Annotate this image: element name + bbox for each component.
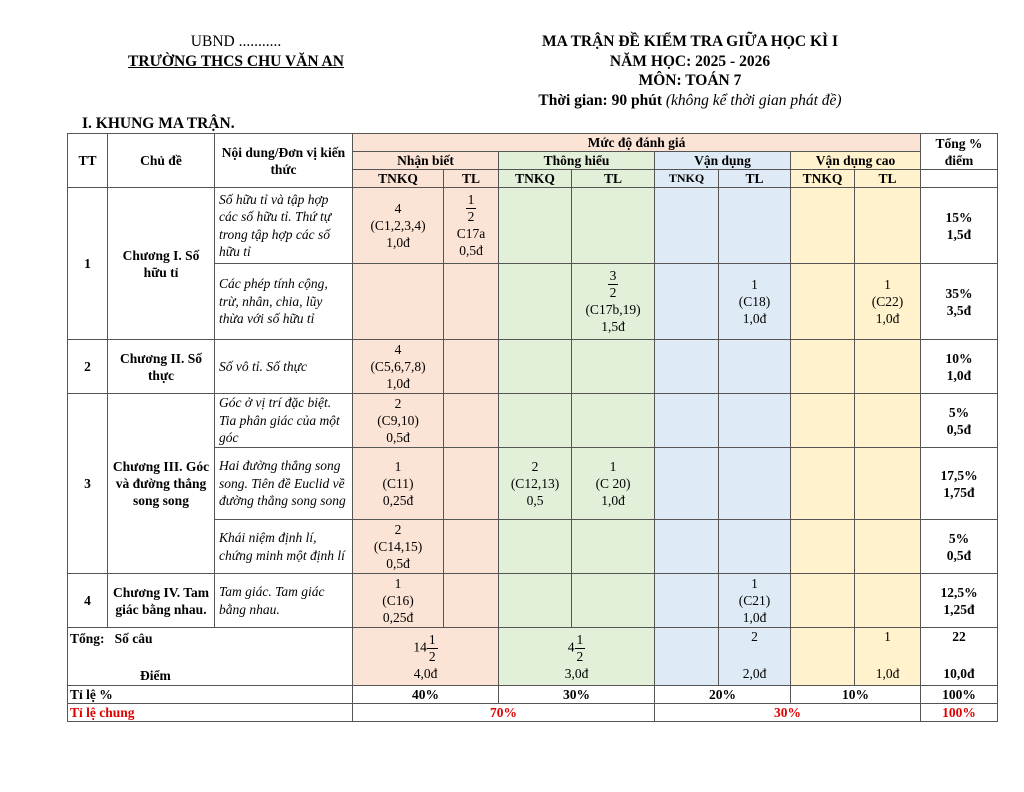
total-points: 10,0đ <box>943 666 975 681</box>
matrix-table <box>67 133 998 722</box>
label-diem: Điểm <box>140 668 171 683</box>
cell-empty <box>572 340 655 394</box>
cell-empty <box>572 394 655 448</box>
cell-th-tnkq <box>499 448 572 520</box>
cell-empty <box>499 520 572 574</box>
total-points: 0,5đ <box>946 421 972 437</box>
cell-count: 4 <box>394 201 402 216</box>
cell-total <box>921 448 998 520</box>
total-points: 0,5đ <box>946 547 972 563</box>
cell-empty <box>791 628 855 686</box>
row-tt: 2 <box>68 340 108 394</box>
cell-empty <box>444 340 499 394</box>
total-percent: 10% <box>945 350 973 366</box>
cell-empty <box>855 574 921 628</box>
total-points: 4,0đ <box>413 665 438 681</box>
cell-questions: C17a <box>456 226 486 241</box>
cell-questions: (C5,6,7,8) <box>370 359 426 374</box>
cell-empty <box>719 340 791 394</box>
fraction <box>608 268 619 301</box>
cell-vd-tl <box>719 264 791 340</box>
frac-den: 2 <box>576 648 584 664</box>
section-title: I. KHUNG MA TRẬN. <box>82 115 235 132</box>
cell-questions: (C16) <box>382 593 414 608</box>
cell-points: 1,0đ <box>742 610 767 625</box>
total-vd <box>719 628 791 686</box>
cell-empty <box>855 188 921 264</box>
ratio-label: Tỉ lệ % <box>68 686 353 704</box>
ratio-general-label: Tỉ lệ chung <box>68 704 353 722</box>
cell-empty <box>655 520 719 574</box>
cell-total <box>921 340 998 394</box>
cell-count: 1 <box>394 576 402 591</box>
cell-nb-tnkq <box>353 520 444 574</box>
cell-empty <box>791 264 855 340</box>
level-van-dung-cao: Vận dụng cao <box>791 152 921 170</box>
exam-time <box>470 91 910 111</box>
cell-empty <box>655 448 719 520</box>
level-nhan-biet: Nhận biết <box>353 152 499 170</box>
sub-vdc-tnkq: TNKQ <box>791 170 855 188</box>
cell-empty <box>719 188 791 264</box>
cell-points: 0,25đ <box>382 493 414 508</box>
chapter-name: Chương II. Số thực <box>108 340 215 394</box>
cell-empty <box>499 394 572 448</box>
cell-vd-tl <box>719 574 791 628</box>
cell-nb-tnkq <box>353 394 444 448</box>
ratio-general-row <box>68 704 998 722</box>
frac-den: 2 <box>609 285 617 300</box>
time-label: Thời gian: 90 phút <box>538 91 662 109</box>
sub-vd-tl: TL <box>719 170 791 188</box>
cell-points: 1,5đ <box>601 319 625 334</box>
cell-empty <box>655 574 719 628</box>
cell-empty <box>655 264 719 340</box>
total-percent: 17,5% <box>940 467 978 483</box>
cell-vdc-tl <box>855 264 921 340</box>
cell-empty <box>719 394 791 448</box>
cell-empty <box>791 394 855 448</box>
ratio-th: 30% <box>499 686 655 704</box>
cell-total <box>921 520 998 574</box>
cell-nb-tl <box>444 188 499 264</box>
school-header <box>100 32 372 72</box>
total-points: 1,0đ <box>875 666 900 681</box>
frac-num: 1 <box>576 631 584 647</box>
ratio-total: 100% <box>921 686 998 704</box>
sub-th-tnkq: TNKQ <box>499 170 572 188</box>
cell-count: 1 <box>394 459 402 474</box>
cell-empty <box>444 264 499 340</box>
cell-count: 2 <box>394 396 402 411</box>
cell-empty <box>572 188 655 264</box>
total-nb <box>353 628 499 686</box>
cell-nb-tnkq <box>353 188 444 264</box>
frac-num: 3 <box>609 268 617 283</box>
school-year: NĂM HỌC: 2025 - 2026 <box>609 52 771 70</box>
cell-points: 0,25đ <box>382 610 414 625</box>
fraction <box>575 632 586 665</box>
chapter-name: Chương I. Số hữu tỉ <box>108 188 215 340</box>
subject: MÔN: TOÁN 7 <box>638 72 742 89</box>
sub-th-tl: TL <box>572 170 655 188</box>
cell-count: 1 <box>609 459 617 474</box>
content-unit: Số vô tỉ. Số thực <box>215 340 353 394</box>
total-all <box>921 628 998 686</box>
ratio-general-part2: 30% <box>655 704 921 722</box>
exam-title: MA TRẬN ĐỀ KIỂM TRA GIỮA HỌC KÌ I <box>542 33 838 50</box>
content-unit: Các phép tính cộng, trừ, nhân, chia, lũy thừa với số hữu tỉ <box>215 264 353 340</box>
table-row <box>68 340 998 394</box>
content-unit: Hai đường thẳng song song. Tiên đề Euclid về đường thẳng song song <box>215 448 353 520</box>
total-points: 1,25đ <box>943 601 975 617</box>
sub-vdc-tl: TL <box>855 170 921 188</box>
cell-empty <box>791 520 855 574</box>
cell-empty <box>353 264 444 340</box>
cell-empty <box>572 574 655 628</box>
cell-count: 2 <box>531 459 539 474</box>
cell-empty <box>655 188 719 264</box>
total-percent: 35% <box>945 285 973 301</box>
cell-empty <box>444 394 499 448</box>
cell-empty <box>444 520 499 574</box>
cell-empty <box>719 520 791 574</box>
cell-empty <box>499 264 572 340</box>
chapter-name: Chương IV. Tam giác bằng nhau. <box>108 574 215 628</box>
cell-questions: (C11) <box>382 476 414 491</box>
content-unit: Khái niệm định lí, chứng minh một định lí <box>215 520 353 574</box>
row-tt: 4 <box>68 574 108 628</box>
cell-points: 1,0đ <box>742 311 767 326</box>
total-count: 1 <box>884 629 891 644</box>
total-points: 3,5đ <box>946 302 972 318</box>
cell-empty <box>572 520 655 574</box>
total-percent: 5% <box>948 530 970 546</box>
col-topic: Chủ đề <box>108 134 215 188</box>
cell-nb-tnkq <box>353 340 444 394</box>
cell-questions: (C12,13) <box>510 476 560 491</box>
totals-row <box>68 628 998 686</box>
cell-points: 0,5đ <box>386 430 410 445</box>
label-socau: Số câu <box>114 631 153 646</box>
total-count: 22 <box>952 629 966 644</box>
col-content: Nội dung/Đơn vị kiến thức <box>215 134 353 188</box>
cell-count: 1 <box>884 277 891 292</box>
header-row-1 <box>68 134 998 152</box>
totals-label <box>68 628 353 686</box>
cell-empty <box>499 574 572 628</box>
level-thong-hieu: Thông hiểu <box>499 152 655 170</box>
ratio-general-part1: 70% <box>353 704 655 722</box>
fraction <box>427 632 438 665</box>
cell-points: 0,5đ <box>386 556 410 571</box>
mixed-whole: 4 <box>567 639 575 655</box>
total-percent: 15% <box>945 209 973 225</box>
cell-points: 1,0đ <box>386 376 410 391</box>
total-points: 2,0đ <box>742 666 767 681</box>
ratio-general-total: 100% <box>921 704 998 722</box>
frac-den: 2 <box>467 209 475 224</box>
sub-vd-tnkq: TNKQ <box>655 170 719 188</box>
cell-empty <box>719 448 791 520</box>
sub-nb-tnkq: TNKQ <box>353 170 444 188</box>
cell-empty <box>655 628 719 686</box>
content-unit: Góc ở vị trí đặc biệt. Tia phân giác của một góc <box>215 394 353 448</box>
frac-num: 1 <box>428 631 436 647</box>
table-row <box>68 574 998 628</box>
district-line: UBND ........... <box>190 33 282 50</box>
frac-num: 1 <box>467 192 475 207</box>
ratio-row <box>68 686 998 704</box>
total-vdc <box>855 628 921 686</box>
ratio-nb: 40% <box>353 686 499 704</box>
label-tong: Tổng: <box>70 631 105 646</box>
cell-count: 1 <box>751 576 758 591</box>
col-total: Tổng % điểm <box>921 134 998 170</box>
cell-empty <box>791 340 855 394</box>
total-percent: 5% <box>948 404 970 420</box>
school-name: TRƯỜNG THCS CHU VĂN AN <box>128 53 344 70</box>
cell-total <box>921 188 998 264</box>
cell-questions: (C18) <box>738 294 771 309</box>
col-tt: TT <box>68 134 108 188</box>
ratio-vd: 20% <box>655 686 791 704</box>
total-points: 1,0đ <box>946 367 972 383</box>
mixed-whole: 14 <box>413 639 427 655</box>
cell-points: 1,0đ <box>875 311 900 326</box>
cell-questions: (C17b,19) <box>585 302 641 317</box>
cell-count: 4 <box>394 342 402 357</box>
cell-points: 1,0đ <box>601 493 625 508</box>
cell-points: 0,5 <box>526 493 544 508</box>
table-row <box>68 394 998 448</box>
content-unit: Số hữu tỉ và tập hợp các số hữu tỉ. Thứ tự trong tập hợp các số hữu tỉ <box>215 188 353 264</box>
cell-empty <box>791 188 855 264</box>
cell-points: 0,5đ <box>459 243 483 258</box>
cell-questions: (C14,15) <box>373 539 423 554</box>
cell-th-tl <box>572 448 655 520</box>
total-percent: 12,5% <box>940 584 978 600</box>
cell-empty <box>791 448 855 520</box>
exam-header <box>470 32 910 110</box>
cell-empty <box>655 394 719 448</box>
content-unit: Tam giác. Tam giác bằng nhau. <box>215 574 353 628</box>
level-van-dung: Vận dụng <box>655 152 791 170</box>
cell-questions: (C1,2,3,4) <box>370 218 426 233</box>
sub-total-blank <box>921 170 998 188</box>
cell-total <box>921 574 998 628</box>
cell-count: 1 <box>751 277 758 292</box>
sub-nb-tl: TL <box>444 170 499 188</box>
cell-questions: (C21) <box>738 593 771 608</box>
cell-nb-tnkq <box>353 574 444 628</box>
time-note: (không kể thời gian phát đề) <box>665 91 842 109</box>
cell-empty <box>444 448 499 520</box>
table-row <box>68 188 998 264</box>
cell-questions: (C9,10) <box>377 413 419 428</box>
fraction <box>466 192 477 225</box>
cell-nb-tnkq <box>353 448 444 520</box>
total-points: 1,75đ <box>943 484 975 500</box>
chapter-name: Chương III. Góc và đường thẳng song song <box>108 394 215 574</box>
frac-den: 2 <box>428 648 436 664</box>
ratio-vdc: 10% <box>791 686 921 704</box>
total-count: 2 <box>751 629 758 644</box>
cell-questions: (C 20) <box>595 476 631 491</box>
cell-total <box>921 394 998 448</box>
total-points: 3,0đ <box>564 665 589 681</box>
cell-empty <box>791 574 855 628</box>
cell-empty <box>499 340 572 394</box>
cell-empty <box>444 574 499 628</box>
cell-count: 2 <box>394 522 402 537</box>
cell-th-tl <box>572 264 655 340</box>
cell-empty <box>855 340 921 394</box>
cell-empty <box>499 188 572 264</box>
cell-empty <box>855 448 921 520</box>
row-tt: 1 <box>68 188 108 340</box>
col-level: Mức độ đánh giá <box>353 134 921 152</box>
cell-empty <box>855 394 921 448</box>
total-points: 1,5đ <box>946 226 972 242</box>
total-th <box>499 628 655 686</box>
cell-empty <box>855 520 921 574</box>
cell-empty <box>655 340 719 394</box>
row-tt: 3 <box>68 394 108 574</box>
cell-questions: (C22) <box>871 294 904 309</box>
cell-points: 1,0đ <box>386 235 410 250</box>
cell-total <box>921 264 998 340</box>
